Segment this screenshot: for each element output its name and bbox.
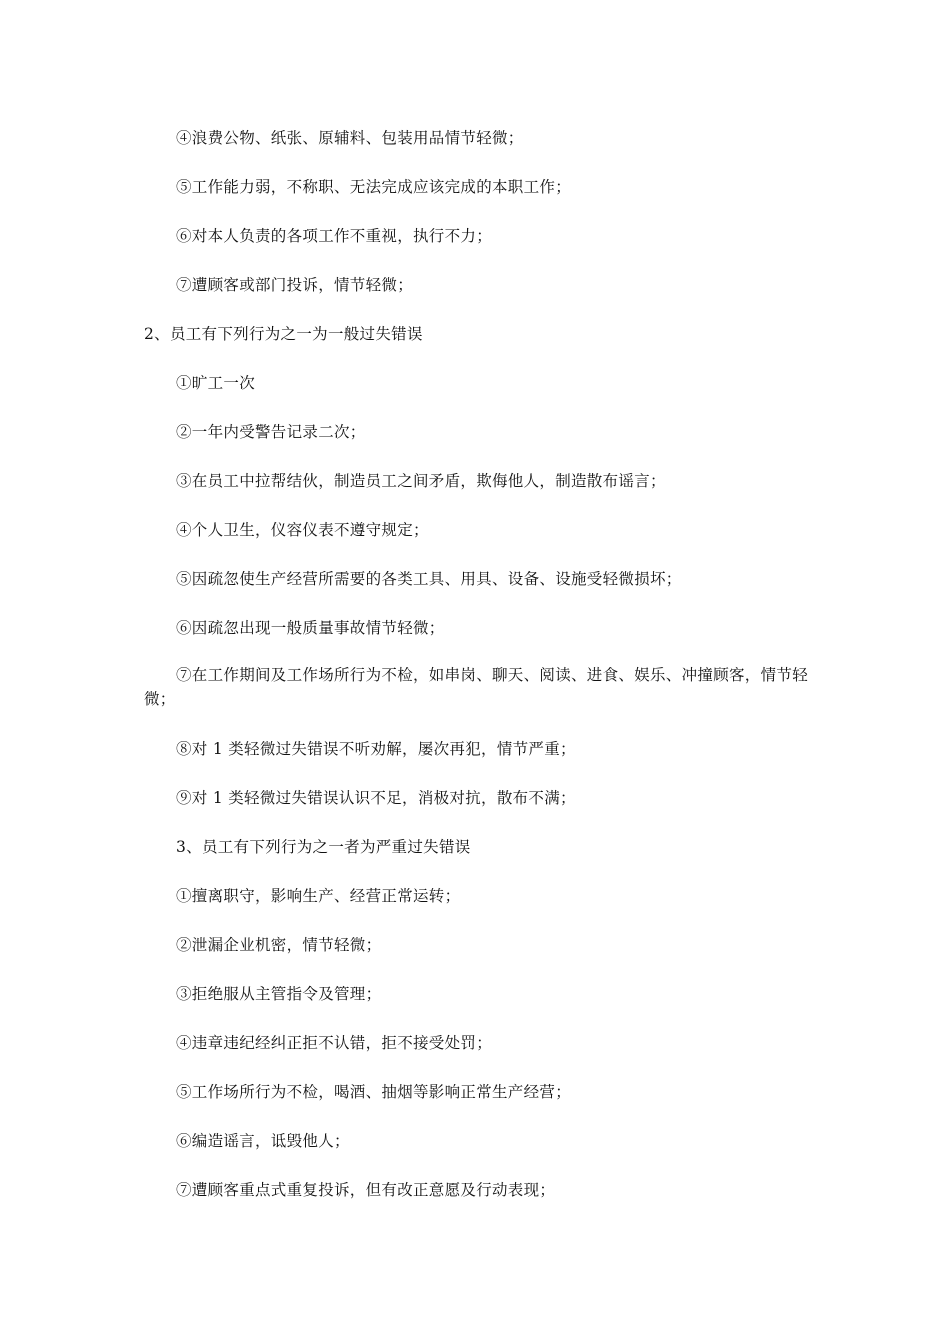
list-item: ⑤工作场所行为不检，喝酒、抽烟等影响正常生产经营；	[176, 1083, 572, 1101]
list-item: ①擅离职守，影响生产、经营正常运转；	[176, 887, 461, 905]
list-item: ⑤工作能力弱，不称职、无法完成应该完成的本职工作；	[176, 178, 572, 196]
list-item: ⑧对 1 类轻微过失错误不听劝解，屡次再犯，情节严重；	[176, 740, 576, 758]
list-item: ④违章违纪经纠正拒不认错，拒不接受处罚；	[176, 1034, 493, 1052]
list-item: ⑦遭顾客重点式重复投诉，但有改正意愿及行动表现；	[176, 1181, 556, 1199]
list-item: ④个人卫生，仪容仪表不遵守规定；	[176, 521, 429, 539]
section-heading: 2、员工有下列行为之一为一般过失错误	[144, 325, 423, 343]
list-item: ②一年内受警告记录二次；	[176, 423, 366, 441]
list-item: ⑦遭顾客或部门投诉，情节轻微；	[176, 276, 414, 294]
section-heading: 3、员工有下列行为之一者为严重过失错误	[176, 838, 471, 856]
list-item: ⑥编造谣言，诋毁他人；	[176, 1132, 350, 1150]
list-item: ⑥对本人负责的各项工作不重视，执行不力；	[176, 227, 493, 245]
list-item: ⑥因疏忽出现一般质量事故情节轻微；	[176, 619, 445, 637]
list-item: ①旷工一次	[176, 374, 256, 392]
list-item: ⑨对 1 类轻微过失错误认识不足，消极对抗，散布不满；	[176, 789, 576, 807]
list-item: ④浪费公物、纸张、原辅料、包装用品情节轻微；	[176, 129, 524, 147]
list-item: ②泄漏企业机密，情节轻微；	[176, 936, 382, 954]
list-item-wrapped: ⑦在工作期间及工作场所行为不检，如串岗、聊天、阅读、进食、娱乐、冲撞顾客，情节轻微；	[144, 666, 809, 708]
list-item: ③拒绝服从主管指令及管理；	[176, 985, 382, 1003]
list-item: ③在员工中拉帮结伙，制造员工之间矛盾，欺侮他人，制造散布谣言；	[176, 472, 666, 490]
list-item: ⑤因疏忽使生产经营所需要的各类工具、用具、设备、设施受轻微损坏；	[176, 570, 682, 588]
